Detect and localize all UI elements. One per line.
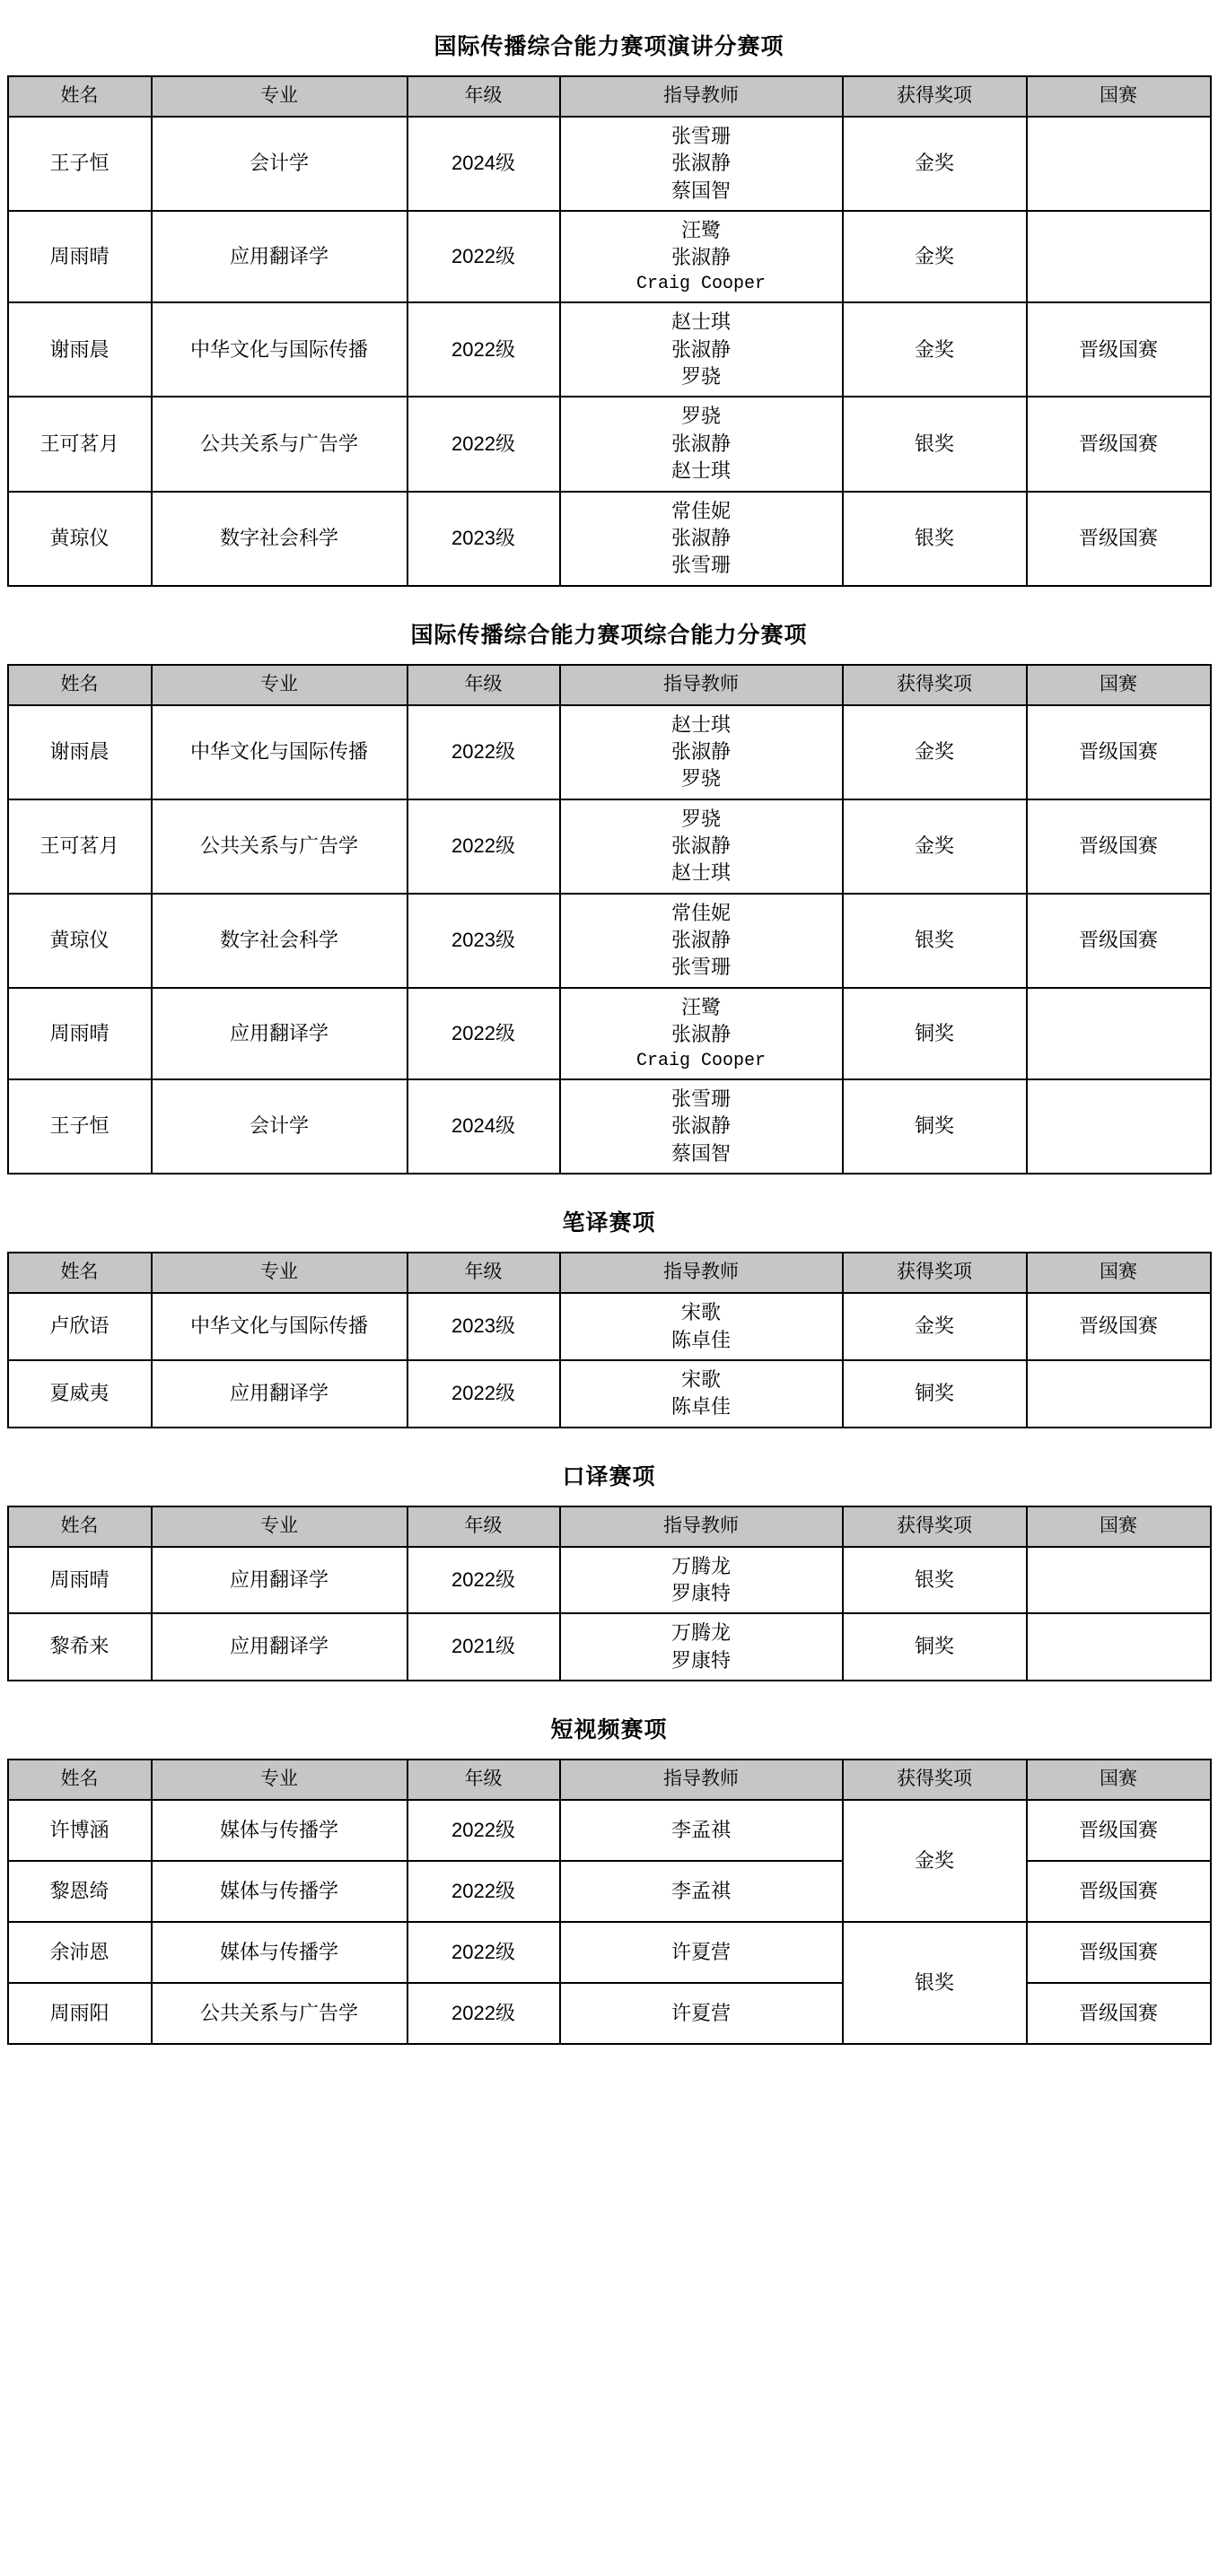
cell-major: 中华文化与国际传播: [152, 302, 407, 397]
column-header: 获得奖项: [843, 1506, 1027, 1547]
mentor-name: 张淑静: [670, 337, 731, 361]
mentor-name: 万腾龙: [670, 1621, 731, 1645]
cell-mentors: [560, 1800, 843, 1861]
mentor-name: 蔡国智: [670, 179, 731, 202]
mentor-name: 罗康特: [670, 1581, 731, 1604]
section-title: 国际传播综合能力赛项演讲分赛项: [434, 34, 784, 59]
cell-award: 金奖: [843, 1800, 1027, 1922]
cell-national: [1027, 1613, 1211, 1681]
column-header: 指导教师: [560, 76, 843, 117]
mentor-name: 许夏营: [670, 1940, 731, 1963]
mentor-name: 陈卓佳: [670, 1328, 731, 1351]
column-header: 国赛: [1027, 76, 1211, 117]
table-row: [8, 211, 1211, 302]
mentor-name: 张淑静: [670, 526, 731, 549]
mentor-name: 罗骁: [680, 807, 721, 830]
table-row: [8, 799, 1211, 894]
cell-mentors: [560, 1079, 843, 1174]
cell-student-name: 夏威夷: [8, 1360, 152, 1428]
cell-major: 媒体与传播学: [152, 1861, 407, 1922]
cell-national: 晋级国赛: [1027, 302, 1211, 397]
award-table: [7, 1759, 1212, 2045]
table-header-row: [8, 1506, 1211, 1547]
mentor-name: 张雪珊: [670, 1087, 731, 1111]
cell-mentors: [560, 117, 843, 211]
mentor-name: 常佳妮: [670, 901, 731, 924]
cell-student-name: 谢雨晨: [8, 302, 152, 397]
column-header: 获得奖项: [843, 76, 1027, 117]
mentor-name: 罗康特: [670, 1648, 731, 1672]
mentor-name: 张淑静: [670, 432, 731, 455]
section-title: 笔译赛项: [562, 1210, 656, 1236]
cell-grade: 2023级: [407, 894, 560, 988]
cell-major: 数字社会科学: [152, 492, 407, 586]
mentor-name: 蔡国智: [670, 1141, 731, 1165]
award-table: [7, 664, 1212, 1175]
award-section: [0, 1205, 1218, 1428]
cell-student-name: 王可茗月: [8, 799, 152, 894]
table-row: [8, 1922, 1211, 1983]
cell-national: [1027, 988, 1211, 1079]
cell-major: 公共关系与广告学: [152, 397, 407, 491]
cell-mentors: [560, 397, 843, 491]
column-header: 指导教师: [560, 1506, 843, 1547]
column-header: 年级: [407, 665, 560, 705]
cell-award: 金奖: [843, 799, 1027, 894]
cell-award: 银奖: [843, 894, 1027, 988]
cell-major: 媒体与传播学: [152, 1800, 407, 1861]
column-header: 获得奖项: [843, 665, 1027, 705]
cell-major: 数字社会科学: [152, 894, 407, 988]
mentor-name: 赵士琪: [670, 712, 731, 736]
cell-student-name: 黄琼仪: [8, 492, 152, 586]
cell-major: 媒体与传播学: [152, 1922, 407, 1983]
award-table: [7, 75, 1212, 587]
mentor-name: 赵士琪: [670, 310, 731, 334]
cell-student-name: 王可茗月: [8, 397, 152, 491]
mentor-name: 李孟祺: [670, 1879, 731, 1902]
table-row: [8, 1983, 1211, 2044]
cell-mentors: [560, 1861, 843, 1922]
table-row: [8, 705, 1211, 799]
cell-mentors: [560, 302, 843, 397]
cell-grade: 2022级: [407, 1861, 560, 1922]
column-header: 国赛: [1027, 1760, 1211, 1800]
column-header: 专业: [152, 1760, 407, 1800]
cell-grade: 2022级: [407, 988, 560, 1079]
column-header: 专业: [152, 76, 407, 117]
cell-award: 金奖: [843, 1293, 1027, 1360]
cell-grade: 2022级: [407, 1360, 560, 1428]
cell-student-name: 周雨晴: [8, 988, 152, 1079]
cell-mentors: [560, 1983, 843, 2044]
table-header-row: [8, 1253, 1211, 1293]
cell-mentors: [560, 799, 843, 894]
table-row: [8, 1800, 1211, 1861]
cell-national: 晋级国赛: [1027, 799, 1211, 894]
cell-major: 中华文化与国际传播: [152, 1293, 407, 1360]
cell-national: [1027, 211, 1211, 302]
cell-student-name: 黄琼仪: [8, 894, 152, 988]
cell-award: 金奖: [843, 705, 1027, 799]
cell-award: 银奖: [843, 1922, 1027, 2044]
mentor-name: 张淑静: [670, 1114, 731, 1138]
cell-award: 银奖: [843, 1547, 1027, 1614]
cell-mentors: [560, 894, 843, 988]
cell-student-name: 王子恒: [8, 117, 152, 211]
column-header: 国赛: [1027, 1253, 1211, 1293]
mentor-name: 张淑静: [670, 1023, 731, 1046]
mentor-name: 许夏营: [670, 2001, 731, 2024]
column-header: 姓名: [8, 1506, 152, 1547]
cell-national: 晋级国赛: [1027, 705, 1211, 799]
cell-major: 会计学: [152, 117, 407, 211]
cell-grade: 2021级: [407, 1613, 560, 1681]
cell-national: 晋级国赛: [1027, 1983, 1211, 2044]
cell-major: 中华文化与国际传播: [152, 705, 407, 799]
table-row: [8, 1079, 1211, 1174]
mentor-name: 宋歌: [680, 1301, 721, 1324]
cell-national: [1027, 1079, 1211, 1174]
cell-student-name: 周雨晴: [8, 1547, 152, 1614]
cell-national: 晋级国赛: [1027, 894, 1211, 988]
sections-container: [0, 29, 1218, 2045]
column-header: 指导教师: [560, 665, 843, 705]
column-header: 指导教师: [560, 1253, 843, 1293]
cell-grade: 2022级: [407, 397, 560, 491]
cell-mentors: [560, 1613, 843, 1681]
column-header: 年级: [407, 1253, 560, 1293]
table-row: [8, 302, 1211, 397]
table-row: [8, 1547, 1211, 1614]
cell-award: 铜奖: [843, 988, 1027, 1079]
mentor-name: 汪鹭: [680, 219, 721, 242]
mentor-name: 罗骁: [680, 365, 721, 389]
cell-award: 铜奖: [843, 1613, 1027, 1681]
cell-grade: 2024级: [407, 1079, 560, 1174]
table-row: [8, 1861, 1211, 1922]
cell-national: 晋级国赛: [1027, 1800, 1211, 1861]
column-header: 获得奖项: [843, 1253, 1027, 1293]
cell-grade: 2022级: [407, 211, 560, 302]
table-header-row: [8, 1760, 1211, 1800]
column-header: 年级: [407, 1506, 560, 1547]
section-title: 口译赛项: [562, 1463, 656, 1489]
cell-major: 应用翻译学: [152, 1547, 407, 1614]
cell-major: 应用翻译学: [152, 211, 407, 302]
cell-national: 晋级国赛: [1027, 397, 1211, 491]
column-header: 年级: [407, 76, 560, 117]
table-row: [8, 988, 1211, 1079]
cell-national: [1027, 117, 1211, 211]
mentor-name: 李孟祺: [670, 1818, 731, 1841]
table-row: [8, 1360, 1211, 1428]
cell-major: 公共关系与广告学: [152, 1983, 407, 2044]
column-header: 获得奖项: [843, 1760, 1027, 1800]
cell-award: 金奖: [843, 211, 1027, 302]
cell-mentors: [560, 1547, 843, 1614]
mentor-name: 万腾龙: [670, 1554, 731, 1577]
cell-student-name: 周雨晴: [8, 211, 152, 302]
cell-national: 晋级国赛: [1027, 492, 1211, 586]
cell-student-name: 黎恩绮: [8, 1861, 152, 1922]
column-header: 年级: [407, 1760, 560, 1800]
mentor-name: Craig Cooper: [635, 1050, 767, 1071]
cell-major: 公共关系与广告学: [152, 799, 407, 894]
cell-national: 晋级国赛: [1027, 1922, 1211, 1983]
table-row: [8, 117, 1211, 211]
cell-national: [1027, 1360, 1211, 1428]
cell-major: 应用翻译学: [152, 1613, 407, 1681]
table-row: [8, 1613, 1211, 1681]
table-row: [8, 894, 1211, 988]
award-section: [0, 1459, 1218, 1681]
cell-student-name: 卢欣语: [8, 1293, 152, 1360]
mentor-name: Craig Cooper: [635, 273, 767, 294]
mentor-name: 汪鹭: [680, 995, 721, 1018]
cell-mentors: [560, 492, 843, 586]
cell-grade: 2022级: [407, 1922, 560, 1983]
column-header: 国赛: [1027, 1506, 1211, 1547]
cell-national: 晋级国赛: [1027, 1861, 1211, 1922]
cell-mentors: [560, 1360, 843, 1428]
table-row: [8, 397, 1211, 491]
mentor-name: 张淑静: [670, 152, 731, 175]
mentor-name: 张淑静: [670, 246, 731, 269]
mentor-name: 常佳妮: [670, 499, 731, 522]
column-header: 姓名: [8, 1253, 152, 1293]
column-header: 姓名: [8, 76, 152, 117]
cell-grade: 2022级: [407, 799, 560, 894]
column-header: 专业: [152, 665, 407, 705]
section-title: 国际传播综合能力赛项综合能力分赛项: [410, 622, 808, 648]
mentor-name: 张雪珊: [670, 554, 731, 577]
cell-mentors: [560, 1293, 843, 1360]
table-row: [8, 492, 1211, 586]
award-table: [7, 1506, 1212, 1681]
cell-major: 应用翻译学: [152, 988, 407, 1079]
mentor-name: 赵士琪: [670, 459, 731, 483]
cell-mentors: [560, 1922, 843, 1983]
cell-student-name: 周雨阳: [8, 1983, 152, 2044]
cell-national: 晋级国赛: [1027, 1293, 1211, 1360]
column-header: 专业: [152, 1253, 407, 1293]
cell-mentors: [560, 211, 843, 302]
cell-grade: 2023级: [407, 1293, 560, 1360]
table-row: [8, 1293, 1211, 1360]
mentor-name: 宋歌: [680, 1367, 721, 1391]
mentor-name: 张淑静: [670, 834, 731, 857]
award-table: [7, 1252, 1212, 1428]
cell-grade: 2022级: [407, 705, 560, 799]
cell-grade: 2022级: [407, 1983, 560, 2044]
cell-grade: 2022级: [407, 1547, 560, 1614]
cell-grade: 2022级: [407, 1800, 560, 1861]
mentor-name: 罗骁: [680, 405, 721, 428]
cell-student-name: 黎希来: [8, 1613, 152, 1681]
cell-award: 铜奖: [843, 1360, 1027, 1428]
cell-student-name: 许博涵: [8, 1800, 152, 1861]
cell-major: 应用翻译学: [152, 1360, 407, 1428]
cell-mentors: [560, 705, 843, 799]
cell-award: 金奖: [843, 117, 1027, 211]
cell-grade: 2024级: [407, 117, 560, 211]
cell-mentors: [560, 988, 843, 1079]
mentor-name: 张雪珊: [670, 124, 731, 147]
cell-award: 银奖: [843, 492, 1027, 586]
column-header: 姓名: [8, 1760, 152, 1800]
column-header: 指导教师: [560, 1760, 843, 1800]
cell-award: 铜奖: [843, 1079, 1027, 1174]
table-header-row: [8, 76, 1211, 117]
section-title: 短视频赛项: [550, 1717, 668, 1742]
cell-grade: 2022级: [407, 302, 560, 397]
cell-award: 银奖: [843, 397, 1027, 491]
cell-student-name: 余沛恩: [8, 1922, 152, 1983]
award-section: [0, 29, 1218, 587]
cell-major: 会计学: [152, 1079, 407, 1174]
cell-award: 金奖: [843, 302, 1027, 397]
table-header-row: [8, 665, 1211, 705]
cell-national: [1027, 1547, 1211, 1614]
award-section: [0, 1712, 1218, 2045]
mentor-name: 张雪珊: [670, 956, 731, 979]
cell-student-name: 谢雨晨: [8, 705, 152, 799]
cell-student-name: 王子恒: [8, 1079, 152, 1174]
mentor-name: 张淑静: [670, 929, 731, 952]
mentor-name: 张淑静: [670, 739, 731, 763]
mentor-name: 赵士琪: [670, 861, 731, 885]
mentor-name: 罗骁: [680, 767, 721, 790]
column-header: 国赛: [1027, 665, 1211, 705]
cell-grade: 2023级: [407, 492, 560, 586]
award-section: [0, 617, 1218, 1175]
column-header: 专业: [152, 1506, 407, 1547]
column-header: 姓名: [8, 665, 152, 705]
mentor-name: 陈卓佳: [670, 1395, 731, 1419]
